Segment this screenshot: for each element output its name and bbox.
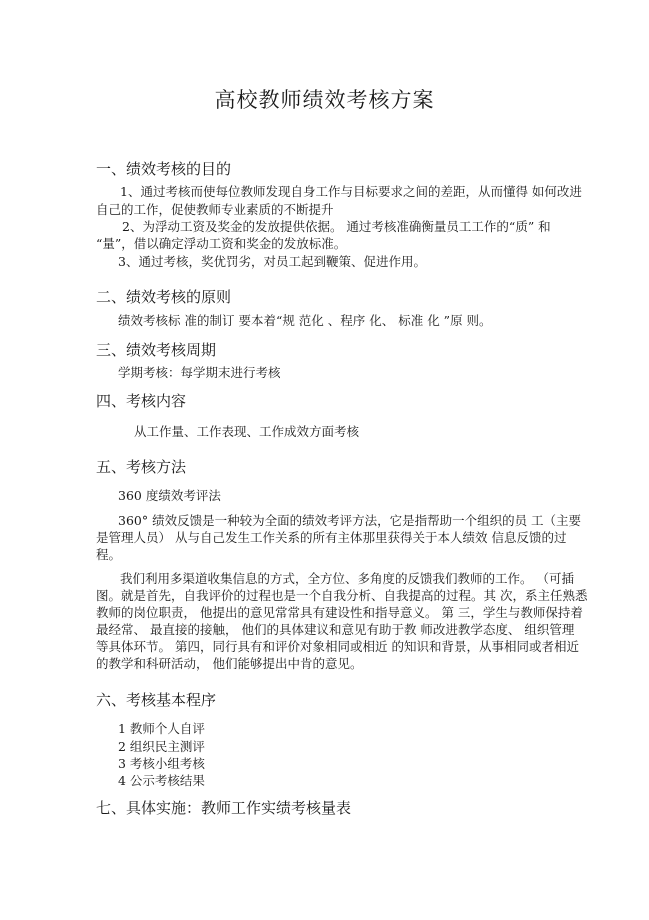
- paragraph-line: “量”，借以确定浮动工资和奖金的发放标准。: [96, 236, 347, 251]
- section-heading-method: 五、考核方法: [96, 458, 187, 476]
- list-item: 1 教师个人自评: [118, 721, 205, 736]
- paragraph-line: 最经常、 最直接的接触， 他们的具体建议和意见有助于教 师改进教学态度、 组织管理: [96, 622, 575, 637]
- section-heading-implementation: 七、具体实施：教师工作实绩考核量表: [96, 799, 352, 817]
- section-heading-procedure: 六、考核基本程序: [96, 691, 217, 709]
- section-heading-content: 四、考核内容: [96, 392, 187, 410]
- paragraph-line: 程。: [96, 547, 122, 562]
- paragraph-line: 绩效考核标 准的制订 要本着“规 范化 、程序 化、 标准 化 ”原 则。: [118, 313, 492, 328]
- paragraph-line: 自己的工作，促使教师专业素质的不断提升: [96, 202, 334, 217]
- paragraph-line: 的教学和科研活动， 他们能够提出中肯的意见。: [96, 656, 363, 671]
- list-item: 2 组织民主测评: [118, 739, 205, 754]
- paragraph-line: 360° 绩效反馈是一种较为全面的绩效考评方法，它是指帮助一个组织的员 工（主要: [118, 513, 582, 528]
- list-item: 3 考核小组考核: [118, 756, 205, 771]
- paragraph-line: 学期考核：每学期末进行考核: [118, 365, 281, 380]
- section-heading-principles: 二、绩效考核的原则: [96, 288, 232, 306]
- paragraph-line: 1、通过考核而使每位教师发现自身工作与目标要求之间的差距，从而懂得 如何改进: [120, 184, 582, 199]
- paragraph-line: 我们利用多渠道收集信息的方式，全方位、多角度的反馈我们教师的工作。 （可插: [120, 571, 574, 586]
- paragraph-line: 2、为浮动工资及奖金的发放提供依据。 通过考核准确衡量员工工作的“质” 和: [122, 219, 551, 234]
- paragraph-line: 教师的岗位职责， 他提出的意见常常具有建设性和指导意义。 第 三，学生与教师保持着: [96, 605, 583, 620]
- method-subtitle: 360 度绩效考评法: [118, 488, 221, 503]
- paragraph-line: 3、通过考核，奖优罚劣，对员工起到鞭策、促进作用。: [118, 254, 426, 269]
- document-title: 高校教师绩效考核方案: [214, 88, 435, 112]
- paragraph-line: 等具体环节。 第四，同行具有和评价对象相同或相近 的知识和背景，从事相同或者相近: [96, 639, 579, 654]
- list-item: 4 公示考核结果: [118, 773, 205, 788]
- paragraph-line: 图。就是首先，自我评价的过程也是一个自我分析、自我提高的过程。其 次，系主任熟悉: [96, 588, 588, 603]
- paragraph-line: 从工作量、工作表现、工作成效方面考核: [134, 424, 360, 439]
- paragraph-line: 是管理人员） 从与自己发生工作关系的所有主体那里获得关于本人绩效 信息反馈的过: [96, 530, 567, 545]
- section-heading-cycle: 三、绩效考核周期: [96, 341, 217, 359]
- section-heading-purpose: 一、绩效考核的目的: [96, 160, 232, 178]
